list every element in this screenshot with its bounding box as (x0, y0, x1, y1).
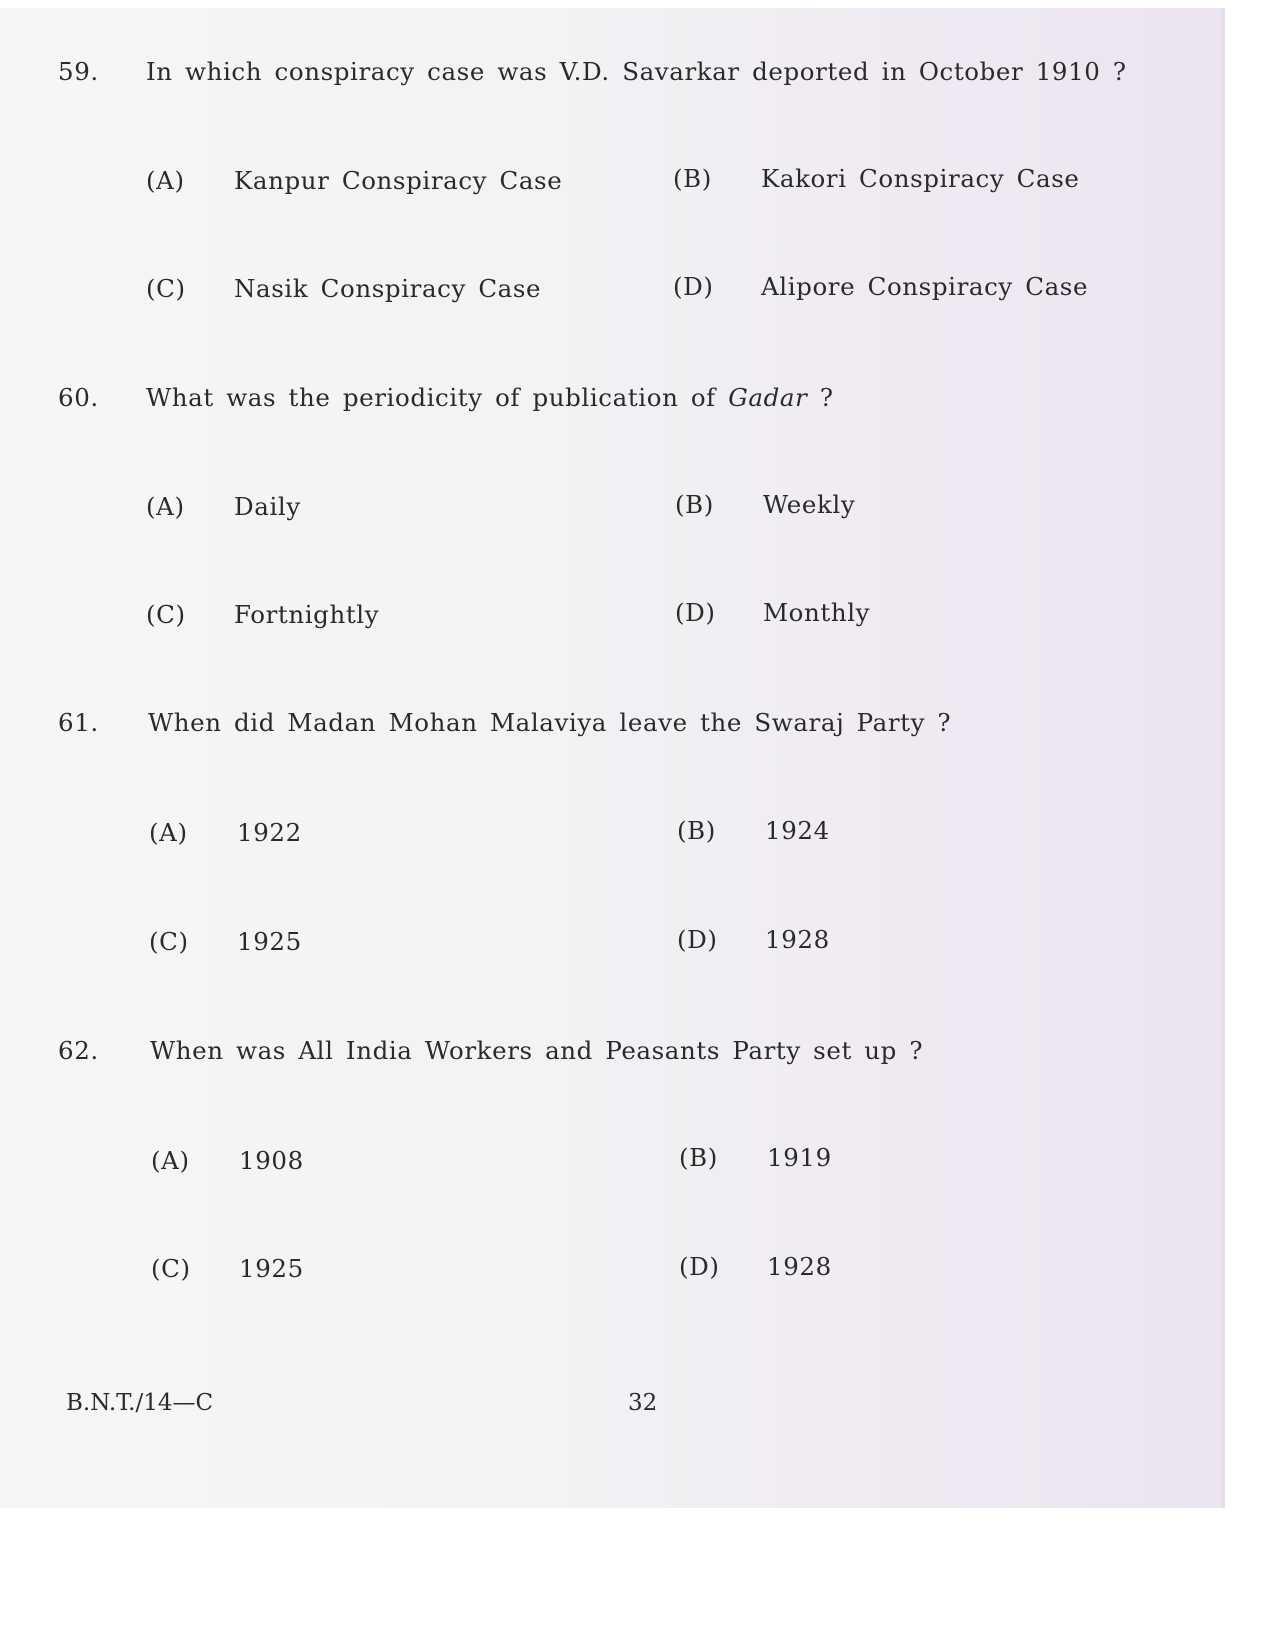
option-label: (B) (679, 1143, 718, 1172)
option-d (673, 272, 1088, 301)
option-label: (A) (146, 166, 185, 195)
option-label: (D) (673, 272, 714, 301)
option-c (149, 927, 302, 956)
option-c (146, 274, 541, 303)
option-text: Nasik Conspiracy Case (234, 274, 542, 303)
option-b (673, 164, 1080, 193)
option-text: 1928 (767, 1252, 832, 1281)
option-label: (C) (146, 600, 186, 629)
option-a (149, 818, 302, 847)
option-label: (B) (673, 164, 712, 193)
option-text: 1924 (765, 816, 830, 845)
question-text: When was All India Workers and Peasants Party set up ? (150, 1036, 924, 1065)
question-text: What was the periodicity of publication of Gadar ? (146, 383, 834, 412)
option-a (146, 492, 301, 521)
option-text: Weekly (763, 490, 856, 519)
option-label: (B) (675, 490, 714, 519)
option-text: Kakori Conspiracy Case (761, 164, 1080, 193)
option-text: Fortnightly (234, 600, 380, 629)
option-label: (C) (151, 1254, 191, 1283)
option-b (677, 816, 830, 845)
option-label: (D) (677, 925, 718, 954)
option-text: 1922 (237, 818, 302, 847)
option-d (677, 925, 830, 954)
option-c (146, 600, 379, 629)
option-c (151, 1254, 304, 1283)
option-d (679, 1252, 832, 1281)
option-a (151, 1146, 304, 1175)
option-text: Daily (234, 492, 301, 521)
option-label: (C) (146, 274, 186, 303)
option-label: (D) (679, 1252, 720, 1281)
option-b (675, 490, 855, 519)
option-b (679, 1143, 832, 1172)
option-text: Alipore Conspiracy Case (761, 272, 1089, 301)
option-label: (A) (146, 492, 185, 521)
option-text: 1919 (767, 1143, 832, 1172)
paper-edge (1222, 8, 1225, 1508)
option-label: (B) (677, 816, 716, 845)
page-number: 32 (628, 1390, 658, 1416)
paper-sheet (0, 8, 1222, 1508)
question-text: In which conspiracy case was V.D. Savarkar deported in October 1910 ? (146, 57, 1127, 86)
question-number: 61. (58, 708, 99, 737)
option-label: (C) (149, 927, 189, 956)
question-text: When did Madan Mohan Malaviya leave the Swaraj Party ? (148, 708, 952, 737)
newspaper-title: Gadar (728, 383, 808, 412)
question-number: 60. (58, 383, 99, 412)
option-a (146, 166, 562, 195)
option-text: 1928 (765, 925, 830, 954)
option-label: (A) (149, 818, 188, 847)
option-text: Monthly (763, 598, 871, 627)
option-text: 1925 (239, 1254, 304, 1283)
question-number: 62. (58, 1036, 99, 1065)
option-text: Kanpur Conspiracy Case (234, 166, 563, 195)
option-d (675, 598, 870, 627)
option-text: 1908 (239, 1146, 304, 1175)
question-number: 59. (58, 57, 99, 86)
booklet-code: B.N.T./14—C (66, 1390, 214, 1416)
option-text: 1925 (237, 927, 302, 956)
option-label: (A) (151, 1146, 190, 1175)
option-label: (D) (675, 598, 716, 627)
